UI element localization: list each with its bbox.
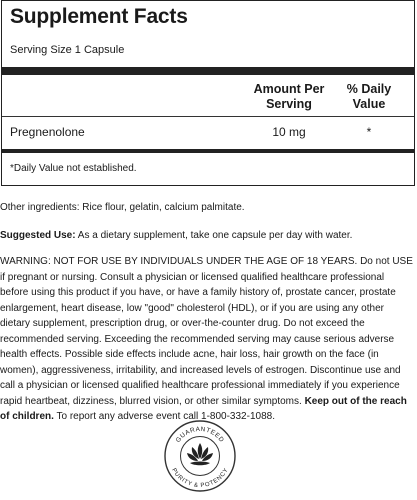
facts-title: Supplement Facts (10, 5, 188, 28)
amount-header-line2: Serving (266, 97, 312, 111)
suggested-use-label: Suggested Use: (0, 230, 76, 241)
dv-header-line2: Value (352, 97, 386, 111)
warning-line: if pregnant or nursing. Consult a physician or licensed qualified healthcare professional (0, 271, 385, 283)
daily-value-header (334, 82, 404, 112)
serving-size: Serving Size 1 Capsule (10, 44, 125, 56)
seal-top-text: GUARANTEED (174, 425, 226, 444)
svg-text:GUARANTEED (175, 426, 226, 444)
of-children-text: of children. (0, 411, 54, 422)
amount-per-serving-header (239, 82, 339, 112)
lotus-icon (187, 443, 213, 465)
suggested-use-text: As a dietary supplement, take one capsule per day with water. (75, 230, 353, 241)
daily-value-footnote: *Daily Value not established. (10, 163, 137, 174)
other-ingredients: Other ingredients: Rice flour, gelatin, calcium palmitate. (0, 202, 245, 213)
ingredient-amount: 10 mg (272, 125, 306, 139)
warning-line: before using this product if you have, or have a family history of, prostate cancer, prostate (0, 287, 396, 298)
suggested-use (0, 230, 352, 241)
warning-line: recommended serving. Exceeding the recommended serving may cause serious adverse (0, 333, 395, 345)
amount-header-line1: Amount Per (253, 82, 325, 96)
warning-line: call a physician or licensed qualified healthcare professional immediately if you experience (0, 380, 400, 391)
warning-line (0, 394, 417, 410)
thin-divider (2, 116, 414, 117)
guarantee-seal (163, 419, 237, 493)
warning-line: enlargement, heart disease, low "good" cholesterol (HDL), or if you are using any other (0, 302, 384, 314)
ingredient-daily-value: * (366, 125, 372, 139)
warning-line10-text: rapid heartbeat, dizziness, blurred vision, or other similar symptoms. (0, 395, 305, 407)
svg-text:PURITY & POTENCY (170, 468, 230, 490)
medium-divider (2, 149, 414, 153)
ingredient-name: Pregnenolone (10, 125, 85, 139)
warning-line: WARNING: NOT FOR USE BY INDIVIDUALS UNDER THE AGE OF 18 YEARS. Do not USE (0, 256, 413, 267)
seal-bottom-text: PURITY & POTENCY (170, 467, 230, 490)
warning-line: health effects. Possible side effects include acne, hair loss, hair growth on the face (in (0, 349, 379, 360)
keep-out-of-reach-text: Keep out of the reach (304, 395, 407, 407)
warning-text (0, 254, 417, 425)
thick-divider (2, 67, 414, 75)
guarantee-seal-graphic (163, 419, 237, 493)
warning-line: dietary supplement, prescription drug, or over-the-counter drug. Do not exceed the (0, 318, 365, 329)
adverse-event-text: To report any adverse event call 1-800-332-1088. (53, 411, 275, 422)
supplement-facts-panel (1, 0, 415, 186)
dv-header-line1: % Daily (346, 82, 392, 96)
warning-line: women), aggressiveness, irritability, and increased levels of estrogen. Discontinue use and (0, 364, 401, 376)
